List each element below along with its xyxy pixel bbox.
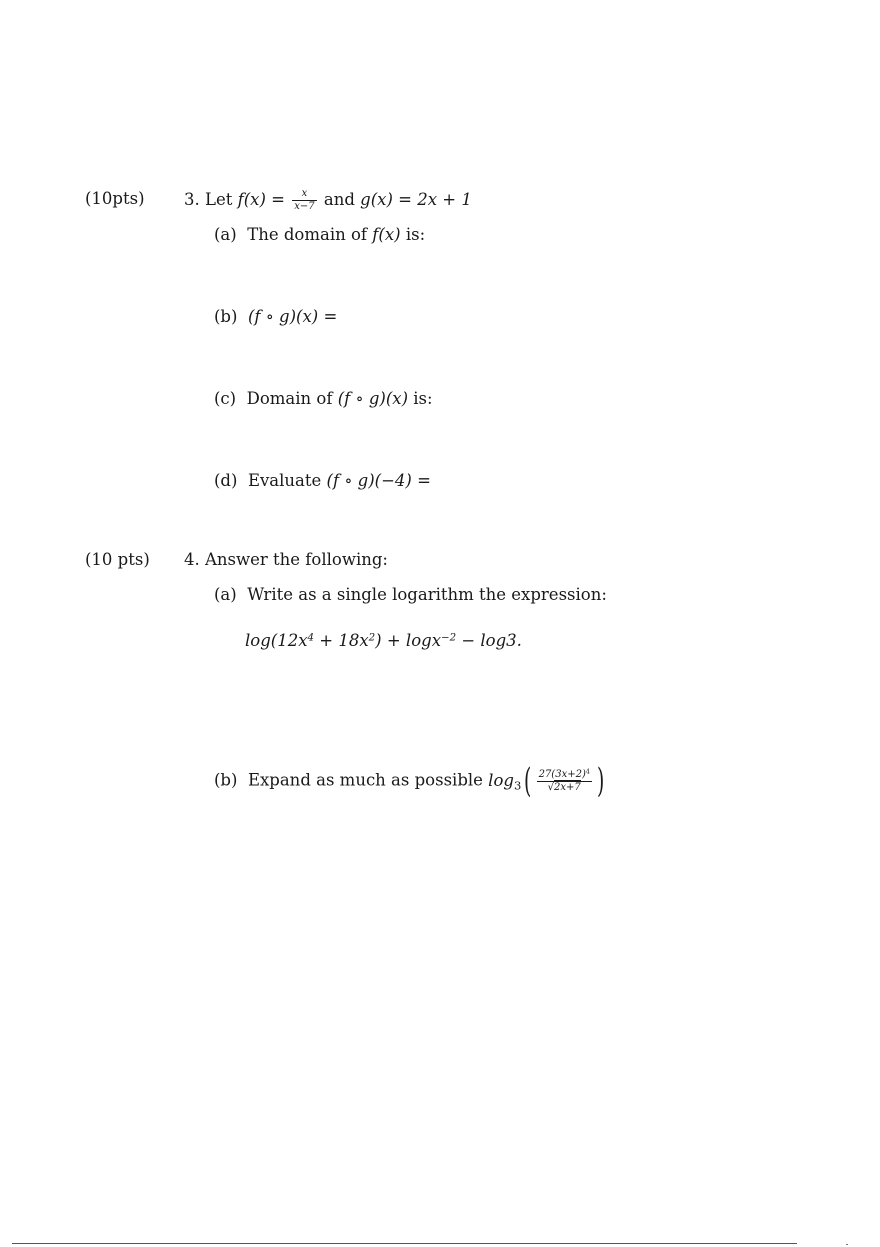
let-word: Let — [205, 190, 233, 209]
f-argument: (x) = — [243, 190, 285, 209]
problem-4b — [214, 761, 607, 801]
sqrt-symbol: √ — [547, 781, 554, 793]
part-a-math: f(x) — [372, 225, 401, 244]
expr-exponent-3: −2 — [441, 632, 457, 644]
problem-4a — [214, 585, 607, 604]
problem-3-number: 3. — [184, 190, 200, 209]
problem-4-points: (10 pts) — [85, 550, 150, 569]
g-definition: g(x) = 2x + 1 — [360, 190, 472, 209]
part-4a-text: Write as a single logarithm the expression: — [247, 585, 607, 604]
part-a-text: The domain of — [247, 225, 368, 244]
expr-exponent-1: 4 — [307, 632, 315, 644]
left-paren: ( — [524, 761, 532, 801]
expr-part-2: + 18x — [314, 631, 369, 650]
expr-exponent-2: 2 — [368, 632, 376, 644]
footer-rule — [12, 1243, 797, 1244]
part-d-text: Evaluate — [247, 471, 322, 490]
fraction-numerator: x — [292, 189, 316, 201]
problem-3-statement — [184, 189, 472, 212]
problem-4-statement — [184, 550, 388, 569]
log-expression — [245, 631, 522, 650]
part-4a-label: (a) — [214, 585, 237, 604]
part-c-label: (c) — [214, 389, 237, 408]
log-word: log — [488, 770, 514, 790]
problem-3c — [214, 389, 433, 408]
expr-part-3: ) + logx — [375, 631, 442, 650]
part-c-text: Domain of — [246, 389, 333, 408]
log-base-3 — [488, 771, 521, 790]
part-b-label: (b) — [214, 307, 238, 326]
problem-3b — [214, 307, 337, 326]
expand-fraction — [537, 770, 592, 793]
expand-denominator — [537, 782, 592, 793]
and-word: and — [323, 190, 355, 209]
part-d-math: (f ∘ g)(−4) = — [326, 471, 431, 490]
f-name: f — [237, 190, 244, 209]
part-a-tail: is: — [405, 225, 426, 244]
radicand: 2x+7 — [554, 781, 581, 793]
expr-part-4: − log3. — [456, 631, 522, 650]
part-d-label: (d) — [214, 471, 238, 490]
problem-4-prompt: Answer the following: — [205, 550, 388, 569]
problem-4-number: 4. — [184, 550, 200, 569]
problem-3a — [214, 225, 425, 244]
part-4b-text: Expand as much as possible — [247, 770, 483, 790]
part-c-math: (f ∘ g)(x) — [337, 389, 409, 408]
expr-part-1: log(12x — [245, 631, 308, 650]
part-a-label: (a) — [214, 225, 237, 244]
numerator-body: 27(3x+2) — [538, 768, 586, 780]
part-c-tail: is: — [413, 389, 433, 408]
right-paren: ) — [596, 761, 605, 801]
footer-mark — [846, 1244, 848, 1245]
log-base: 3 — [513, 777, 522, 792]
part-4b-label: (b) — [214, 770, 238, 790]
part-b-math: (f ∘ g)(x) = — [247, 307, 338, 326]
numerator-exponent: 4 — [585, 768, 590, 776]
f-fraction — [292, 189, 316, 212]
problem-3d — [214, 471, 431, 490]
problem-3-points: (10pts) — [85, 189, 145, 208]
fraction-denominator: x−7 — [294, 201, 315, 212]
